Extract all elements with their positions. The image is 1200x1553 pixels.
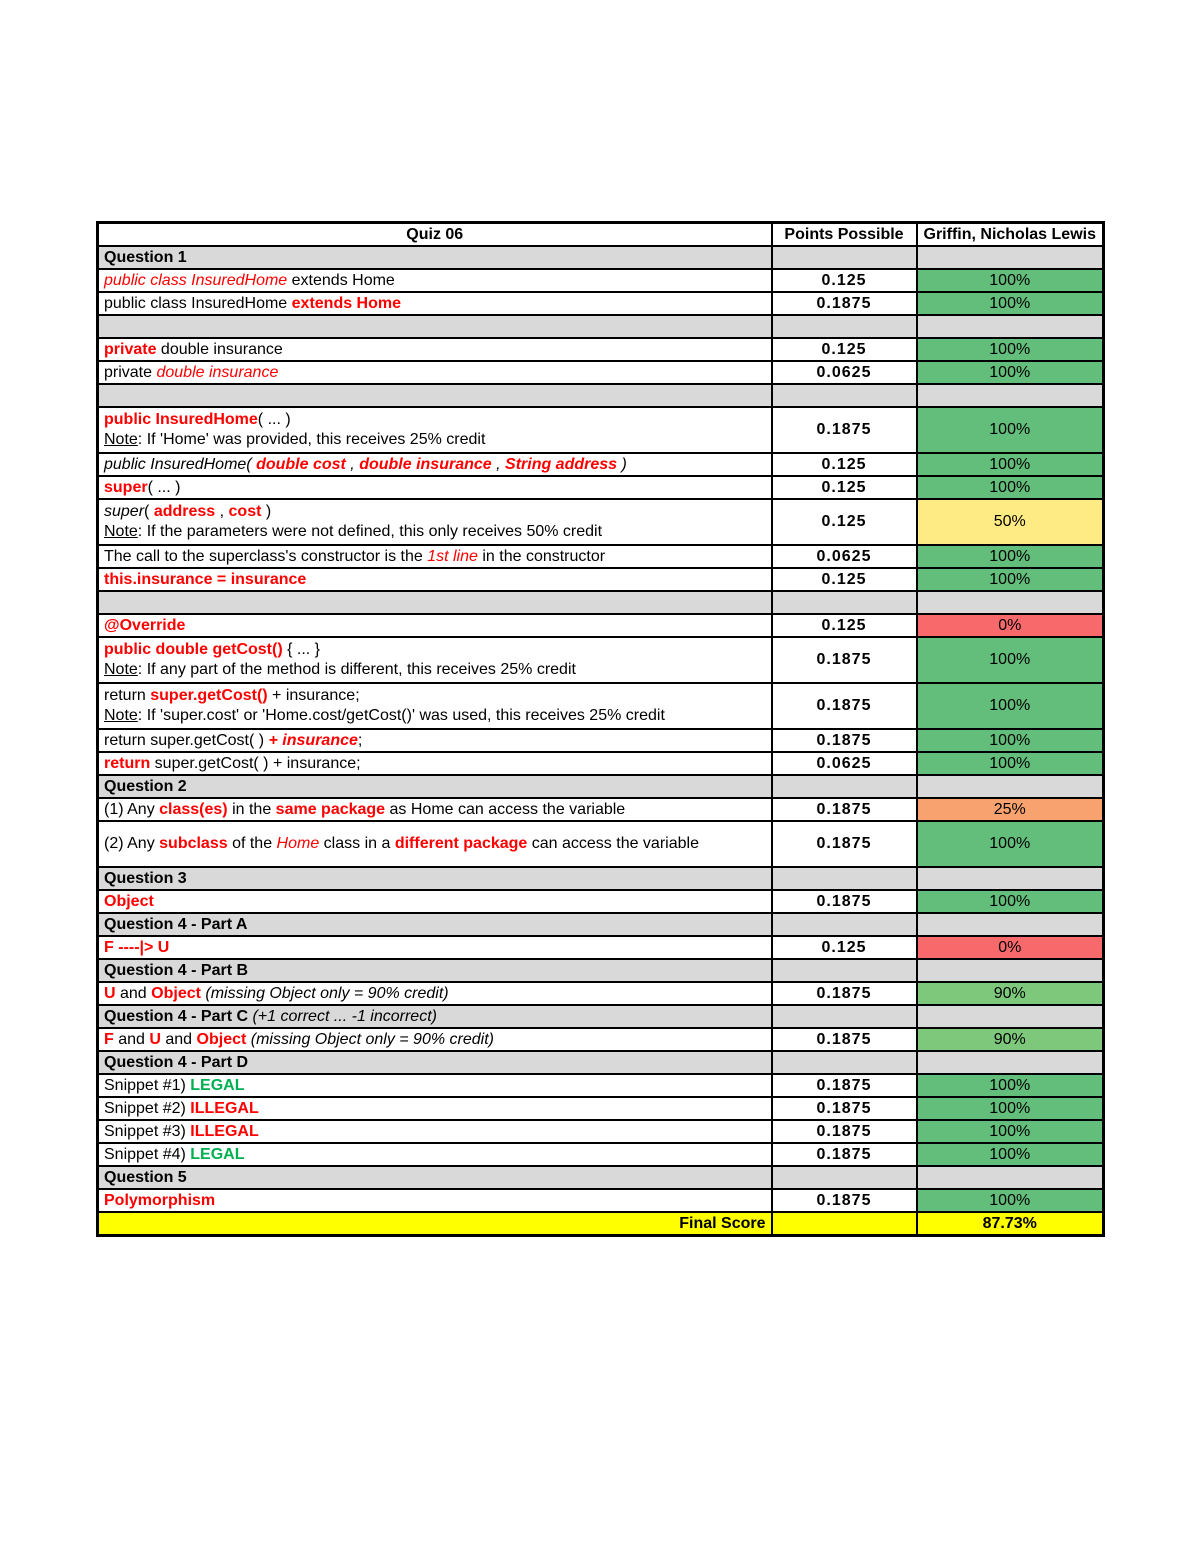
score-cell: 100% [917,361,1104,384]
final-score-value: 87.73% [917,1212,1104,1236]
rubric-row [98,476,1104,499]
section-row [98,246,1104,269]
header-row [98,223,1104,247]
points-cell: 0.1875 [772,729,917,752]
rubric-row [98,453,1104,476]
score-cell: 25% [917,798,1104,821]
score-cell: 100% [917,453,1104,476]
rubric-row [98,568,1104,591]
rubric-item: Snippet #1) LEGAL [98,1074,772,1097]
quiz-title: Quiz 06 [98,223,772,247]
section-label: Question 4 - Part C (+1 correct ... -1 incorrect) [98,1005,772,1028]
score-cell: 100% [917,568,1104,591]
rubric-row [98,292,1104,315]
score-cell: 100% [917,637,1104,683]
points-cell: 0.1875 [772,1028,917,1051]
score-cell: 100% [917,683,1104,729]
score-cell: 100% [917,269,1104,292]
rubric-item: return super.getCost( ) + insurance; [98,729,772,752]
spacer-row [98,384,1104,407]
rubric-row [98,821,1104,867]
rubric-row [98,614,1104,637]
rubric-item: (1) Any class(es) in the same package as Home can access the variable [98,798,772,821]
points-cell: 0.1875 [772,292,917,315]
points-cell: 0.1875 [772,1074,917,1097]
section-label: Question 5 [98,1166,772,1189]
section-row [98,775,1104,798]
rubric-item: Object [98,890,772,913]
score-cell: 90% [917,982,1104,1005]
points-cell: 0.1875 [772,890,917,913]
points-cell: 0.125 [772,476,917,499]
rubric-item: F and U and Object (missing Object only = 90% credit) [98,1028,772,1051]
score-cell: 100% [917,821,1104,867]
rubric-item: Snippet #2) ILLEGAL [98,1097,772,1120]
section-row [98,867,1104,890]
rubric-item: Snippet #3) ILLEGAL [98,1120,772,1143]
rubric-item: @Override [98,614,772,637]
rubric-item: return super.getCost( ) + insurance; [98,752,772,775]
section-row [98,959,1104,982]
points-cell: 0.125 [772,269,917,292]
rubric-row [98,798,1104,821]
rubric-row [98,1120,1104,1143]
final-score-row [98,1212,1104,1236]
points-cell: 0.1875 [772,683,917,729]
section-row [98,913,1104,936]
spacer-row [98,315,1104,338]
rubric-row [98,729,1104,752]
score-cell: 100% [917,752,1104,775]
rubric-item: public InsuredHome( ... ) Note: If 'Home' was provided, this receives 25% credit [98,407,772,453]
points-cell: 0.1875 [772,1143,917,1166]
rubric-row [98,1028,1104,1051]
score-cell: 100% [917,338,1104,361]
score-cell: 100% [917,1097,1104,1120]
section-label: Question 4 - Part B [98,959,772,982]
points-cell: 0.1875 [772,821,917,867]
score-cell: 50% [917,499,1104,545]
rubric-item: public InsuredHome( double cost , double insurance , String address ) [98,453,772,476]
points-cell: 0.1875 [772,982,917,1005]
section-label: Question 2 [98,775,772,798]
rubric-item: Snippet #4) LEGAL [98,1143,772,1166]
points-cell: 0.0625 [772,545,917,568]
rubric-row [98,407,1104,453]
score-cell: 100% [917,729,1104,752]
section-row [98,1051,1104,1074]
rubric-item: Polymorphism [98,1189,772,1212]
points-cell: 0.1875 [772,1189,917,1212]
score-cell: 100% [917,407,1104,453]
points-cell: 0.1875 [772,798,917,821]
rubric-row [98,752,1104,775]
score-cell: 0% [917,614,1104,637]
score-cell: 100% [917,1074,1104,1097]
section-label: Question 4 - Part A [98,913,772,936]
rubric-item: F ----|> U [98,936,772,959]
rubric-item: return super.getCost() + insurance; Note: If 'super.cost' or 'Home.cost/getCost()' was used, this receives 25% credit [98,683,772,729]
rubric-item: The call to the superclass's constructor is the 1st line in the constructor [98,545,772,568]
score-cell: 100% [917,1120,1104,1143]
section-label: Question 1 [98,246,772,269]
score-cell: 100% [917,890,1104,913]
points-cell: 0.125 [772,499,917,545]
points-cell: 0.0625 [772,752,917,775]
rubric-item: this.insurance = insurance [98,568,772,591]
points-cell: 0.125 [772,338,917,361]
grade-sheet-table [96,221,1105,1237]
points-cell: 0.125 [772,614,917,637]
rubric-row [98,637,1104,683]
rubric-row [98,1143,1104,1166]
rubric-row [98,269,1104,292]
rubric-item: super( address , cost ) Note: If the parameters were not defined, this only receives 50% credit [98,499,772,545]
rubric-row [98,499,1104,545]
score-cell: 90% [917,1028,1104,1051]
section-label: Question 3 [98,867,772,890]
points-cell: 0.125 [772,453,917,476]
rubric-row [98,890,1104,913]
score-cell: 100% [917,545,1104,568]
student-name-header: Griffin, Nicholas Lewis [917,223,1104,247]
score-cell: 100% [917,476,1104,499]
rubric-row [98,1097,1104,1120]
spacer-row [98,591,1104,614]
rubric-item: super( ... ) [98,476,772,499]
points-cell: 0.125 [772,936,917,959]
rubric-item: public class InsuredHome extends Home [98,292,772,315]
rubric-item: private double insurance [98,338,772,361]
rubric-item: public double getCost() { ... } Note: If any part of the method is different, this receives 25% credit [98,637,772,683]
rubric-item: private double insurance [98,361,772,384]
rubric-item: U and Object (missing Object only = 90% credit) [98,982,772,1005]
score-cell: 0% [917,936,1104,959]
rubric-row [98,361,1104,384]
rubric-row [98,545,1104,568]
rubric-row [98,683,1104,729]
rubric-row [98,936,1104,959]
rubric-row [98,1189,1104,1212]
score-cell: 100% [917,292,1104,315]
points-cell: 0.125 [772,568,917,591]
section-row [98,1005,1104,1028]
points-cell: 0.0625 [772,361,917,384]
section-label: Question 4 - Part D [98,1051,772,1074]
score-cell: 100% [917,1143,1104,1166]
rubric-item: (2) Any subclass of the Home class in a different package can access the variable [98,821,772,867]
score-cell: 100% [917,1189,1104,1212]
points-cell: 0.1875 [772,1097,917,1120]
rubric-item: public class InsuredHome extends Home [98,269,772,292]
final-score-label: Final Score [98,1212,772,1236]
rubric-row [98,982,1104,1005]
points-cell: 0.1875 [772,1120,917,1143]
points-cell: 0.1875 [772,637,917,683]
points-cell: 0.1875 [772,407,917,453]
section-row [98,1166,1104,1189]
rubric-row [98,1074,1104,1097]
rubric-row [98,338,1104,361]
points-header: Points Possible [772,223,917,247]
